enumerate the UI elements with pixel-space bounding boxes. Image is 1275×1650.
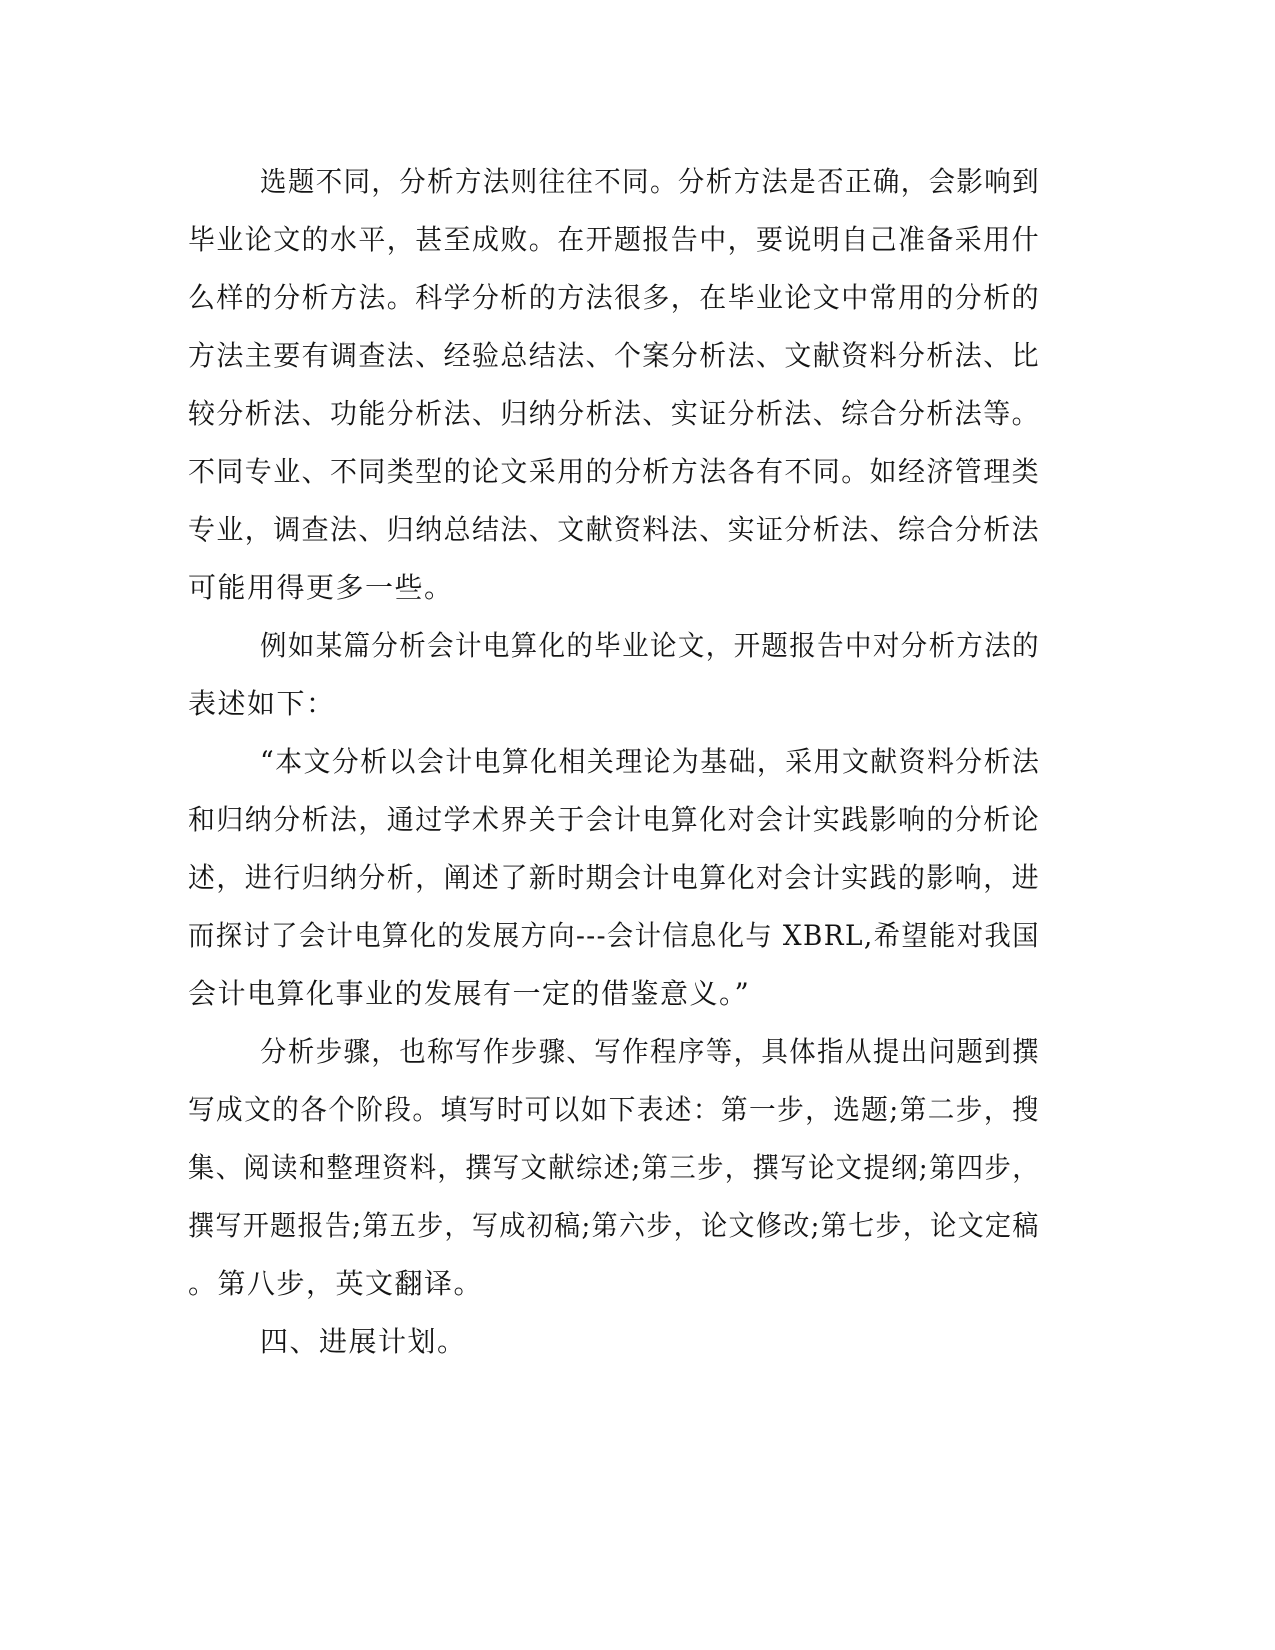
- quote-line: “本文分析以会计电算化相关理论为基础，采用文献资料分析法: [260, 745, 1041, 778]
- quote-line: 和归纳分析法，通过学术界关于会计电算化对会计实践影响的分析论: [188, 803, 1041, 836]
- text-line: 方法主要有调查法、经验总结法、个案分析法、文献资料分析法、比: [188, 339, 1041, 372]
- quote-line: 述，进行归纳分析，阐述了新时期会计电算化对会计实践的影响，进: [188, 861, 1041, 894]
- text-line: 集、阅读和整理资料，撰写文献综述;第三步，撰写论文提纲;第四步，: [188, 1151, 1040, 1184]
- text-line: 不同专业、不同类型的论文采用的分析方法各有不同。如经济管理类: [188, 455, 1041, 488]
- quote-line: 而探讨了会计电算化的发展方向---会计信息化与 XBRL,希望能对我国: [188, 919, 1040, 952]
- text-line: 表述如下：: [188, 687, 336, 720]
- text-line: 分析步骤，也称写作步骤、写作程序等，具体指从提出问题到撰: [260, 1035, 1041, 1068]
- text-line: 。第八步，英文翻译。: [188, 1267, 484, 1300]
- text-line: 专业，调查法、归纳总结法、文献资料法、实证分析法、综合分析法: [188, 513, 1041, 546]
- text-line: 可能用得更多一些。: [188, 571, 454, 604]
- text-line: 例如某篇分析会计电算化的毕业论文，开题报告中对分析方法的: [260, 629, 1041, 662]
- section-heading: 四、进展计划。: [260, 1325, 467, 1358]
- text-line: 撰写开题报告;第五步，写成初稿;第六步，论文修改;第七步，论文定稿: [188, 1209, 1040, 1242]
- text-line: 写成文的各个阶段。填写时可以如下表述：第一步，选题;第二步，搜: [188, 1093, 1040, 1126]
- text-line: 毕业论文的水平，甚至成败。在开题报告中，要说明自己准备采用什: [188, 223, 1041, 256]
- text-line: 较分析法、功能分析法、归纳分析法、实证分析法、综合分析法等。: [188, 397, 1041, 430]
- quote-line: 会计电算化事业的发展有一定的借鉴意义。”: [188, 977, 751, 1010]
- text-line: 选题不同，分析方法则往往不同。分析方法是否正确，会影响到: [260, 165, 1041, 198]
- text-line: 么样的分析方法。科学分析的方法很多，在毕业论文中常用的分析的: [188, 281, 1041, 314]
